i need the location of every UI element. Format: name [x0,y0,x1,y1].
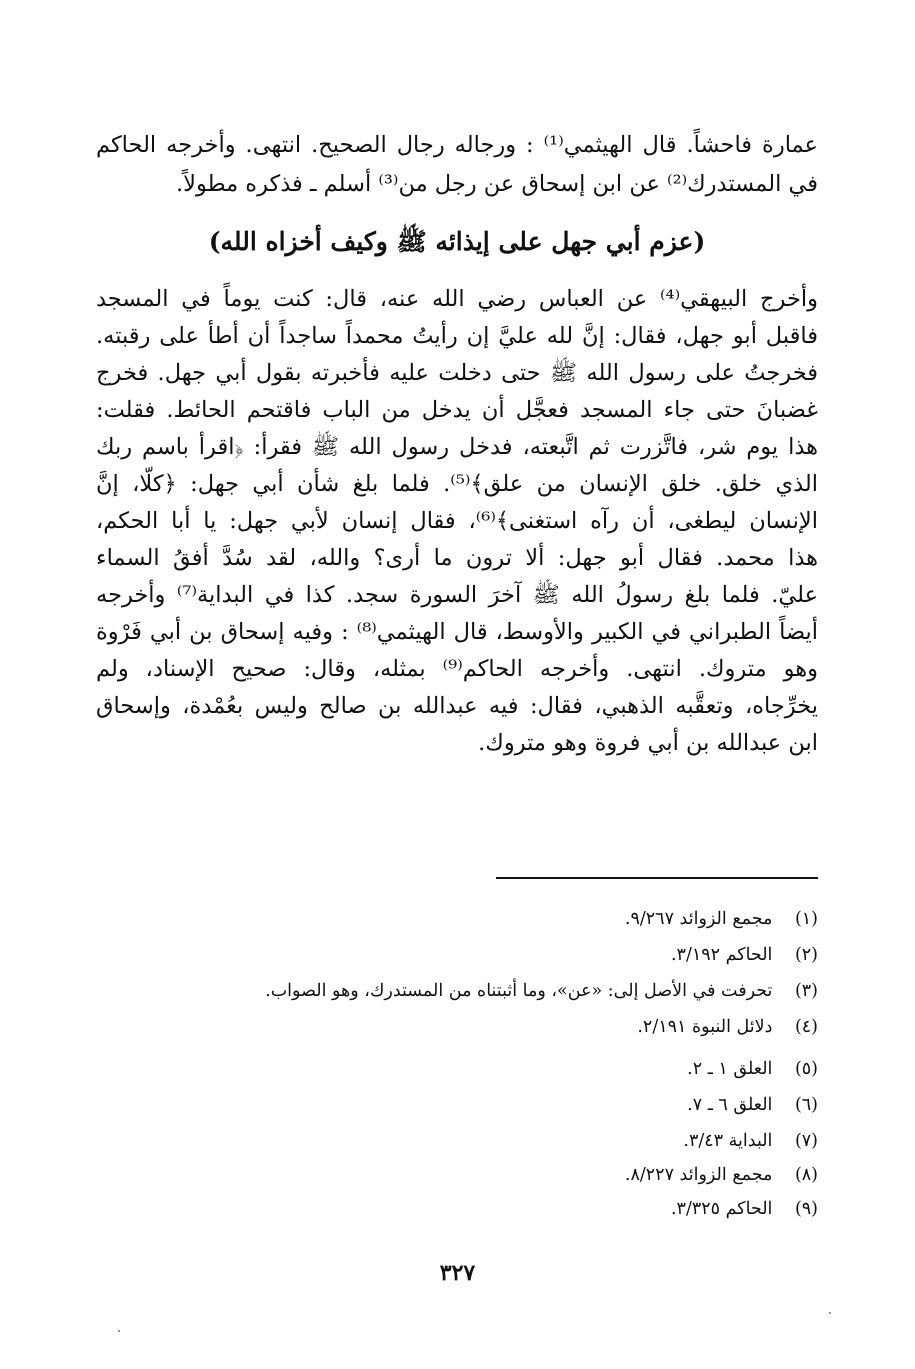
body-line: ابن عبدالله بن أبي فروة وهو متروك. [478,730,818,756]
footnote-number: (٣) [794,981,818,1001]
footnote-text: العلق ١ ـ ٢. [687,1059,773,1079]
body-line: في المستدرك⁽²⁾ عن ابن إسحاق عن رجل من⁽³⁾ أسلم ـ فذكره مطولاً. [176,171,818,197]
footnote-text: العلق ٦ ـ ٧. [687,1095,773,1115]
footnote [96,1194,818,1224]
body-line: أيضاً الطبراني في الكبير والأوسط، قال الهيثمي⁽⁸⁾ : وفيه إسحاق بن أبي فَرْوة [96,619,818,645]
footnote-number: (٩) [794,1199,818,1219]
body-line: فخرجتُ على رسول الله ﷺ حتى دخلت عليه فأخبرته بقول أبي جهل. فخرج [96,360,818,386]
footnote-text: تحرفت في الأصل إلى: «عن»، وما أثبتناه من المستدرك، وهو الصواب. [265,981,773,1001]
footnote [96,1054,818,1084]
footnote [96,1126,818,1156]
body-line: عمارة فاحشاً. قال الهيثمي⁽¹⁾ : ورجاله رجال الصحيح. انتهى. وأخرجه الحاكم [96,132,818,158]
footnote-text: الحاكم ٣/١٩٢. [670,945,773,965]
footnote [96,1090,818,1120]
speck [829,1312,831,1314]
page-number: ٣٢٧ [439,1260,476,1286]
footnote-number: (٤) [794,1017,818,1037]
footnote-number: (٨) [794,1165,818,1185]
footnote-number: (٦) [794,1095,818,1115]
footnote [96,940,818,970]
footnote-separator [496,877,818,879]
footnote [96,976,818,1006]
footnote-text: البداية ٣/٤٣. [683,1131,773,1151]
footnote-text: دلائل النبوة ٢/١٩١. [637,1017,773,1037]
body-line: وأخرج البيهقي⁽⁴⁾ عن العباس رضي الله عنه، قال: كنت يوماً في المسجد [96,286,818,312]
footnote-number: (١) [794,909,818,929]
footnote-text: الحاكم ٣/٣٢٥. [670,1199,773,1219]
footnote [96,904,818,934]
body-line: وهو متروك. انتهى. وأخرجه الحاكم⁽⁹⁾ بمثله، وقال: صحيح الإسناد، ولم [96,656,818,682]
body-line: هذا محمد. فقال أبو جهل: ألا ترون ما أرى؟ والله، لقد سُدَّ أفقُ السماء [96,545,818,571]
body-line: الذي خلق. خلق الإنسان من علق﴾⁽⁵⁾. فلما بلغ شأن أبي جهل: ﴿كلّا، إنَّ [96,471,818,497]
body-line: غضبانَ حتى جاء المسجد فعجَّل أن يدخل من الباب فاقتحم الحائط. فقلت: [96,397,818,423]
body-line: عليّ. فلما بلغ رسولُ الله ﷺ آخرَ السورة سجد. كذا في البداية⁽⁷⁾ وأخرجه [96,582,819,608]
footnote [96,1012,818,1042]
footnote-number: (٥) [794,1059,818,1079]
body-line: فاقبل أبو جهل، فقال: إنَّ لله عليَّ إن رأيتُ محمداً ساجداً أن أطأ على رقبته. [96,323,818,349]
body-line: يخرِّجاه، وتعقَّبه الذهبي، فقال: فيه عبدالله بن صالح وليس بعُمْدة، وإسحاق [96,693,818,719]
body-line: الإنسان ليطغى، أن رآه استغنى﴾⁽⁶⁾، فقال إنسان لأبي جهل: يا أبا الحكم، [96,508,818,534]
body-line: هذا يوم شر، فاتَّزرت ثم اتَّبعته، فدخل رسول الله ﷺ فقرأ: ﴿اقرأ باسم ربك [96,434,818,460]
footnote-text: مجمع الزوائد ٩/٢٦٧. [624,909,773,929]
footnote-number: (٧) [794,1131,818,1151]
footnote-number: (٢) [794,945,818,965]
speck [118,1330,120,1332]
section-heading: (عزم أبي جهل على إيذائه ﷺ وكيف أخزاه الله) [208,227,706,256]
footnote [96,1160,818,1190]
footnote-text: مجمع الزوائد ٨/٢٢٧. [624,1165,773,1185]
